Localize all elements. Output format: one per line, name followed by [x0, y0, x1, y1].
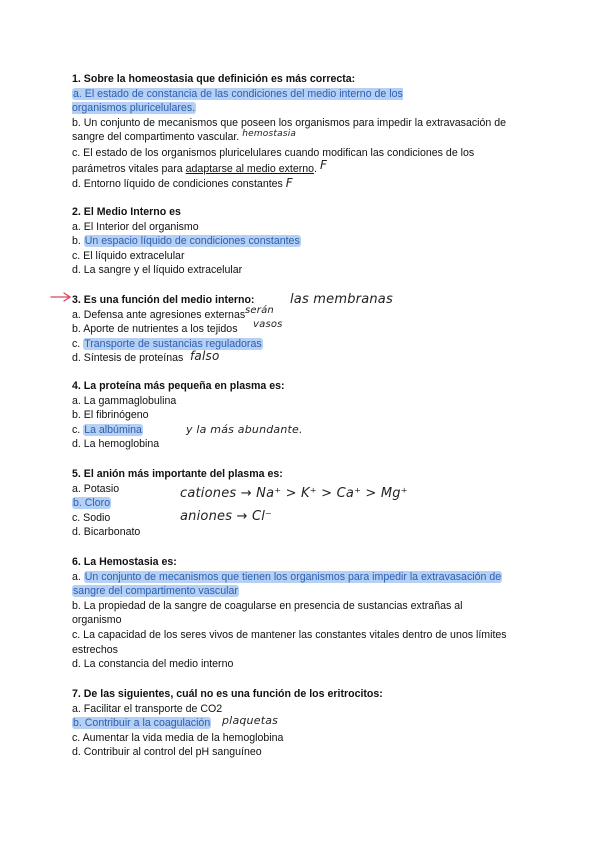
highlighted-answer: Un conjunto de mecanismos que tienen los organismos para impedir la extravasación de	[84, 570, 502, 583]
option-c: c. Sodio	[72, 511, 111, 524]
question-6	[72, 555, 532, 672]
option-c-text: parámetros vitales para	[72, 162, 186, 175]
option-d: d. La hemoglobina	[72, 438, 160, 451]
option-prefix: a.	[72, 570, 84, 583]
question-title: 6. La Hemostasia es:	[72, 556, 177, 568]
highlighted-answer: Un espacio líquido de condiciones constantes	[84, 235, 300, 248]
handwritten-note: serán	[245, 305, 274, 316]
question-1	[72, 72, 532, 192]
option-b	[72, 716, 532, 731]
option-b-line-1: b. La propiedad de la sangre de coagularse en presencia de sustancias extrañas al	[72, 599, 463, 612]
highlighted-answer: sangre del compartimento vascular	[73, 585, 238, 598]
option-a: a. Potasio	[72, 482, 120, 495]
option-b: b. El fibrinógeno	[72, 409, 149, 422]
handwritten-note: aniones → Cl⁻	[180, 509, 273, 524]
question-5	[72, 467, 532, 540]
option-b	[72, 234, 532, 249]
handwritten-note: cationes → Na⁺ > K⁺ > Ca⁺ > Mg⁺	[180, 486, 408, 501]
option-a: a. Facilitar el transporte de CO2	[72, 702, 223, 715]
option-a-line-2	[72, 584, 532, 599]
option-prefix: b.	[72, 235, 84, 248]
question-4	[72, 379, 532, 452]
option-c	[72, 337, 532, 352]
handwritten-note: F	[319, 157, 328, 172]
option-a: a. El Interior del organismo	[72, 220, 199, 233]
handwritten-note: plaquetas	[222, 714, 279, 727]
option-c-line-1: c. La capacidad de los seres vivos de mantener las constantes vitales dentro de unos límites	[72, 628, 507, 641]
option-d: d. La constancia del medio interno	[72, 658, 234, 671]
highlighted-answer: b. Contribuir a la coagulación	[73, 717, 211, 730]
option-d-text: d. Entorno líquido de condiciones constantes	[72, 178, 283, 191]
question-2	[72, 205, 532, 278]
option-c: c. El líquido extracelular	[72, 249, 185, 262]
option-c-line-2	[72, 157, 532, 177]
option-b-line-2: organismo	[72, 614, 122, 627]
option-a	[72, 87, 452, 116]
option-prefix: c.	[72, 423, 84, 436]
option-c-line-2: estrechos	[72, 643, 118, 656]
option-c-suffix: .	[314, 162, 317, 175]
option-b: b. Aporte de nutrientes a los tejidos	[72, 323, 238, 336]
handwritten-note: falso	[190, 349, 220, 363]
question-title: 4. La proteína más pequeña en plasma es:	[72, 380, 285, 392]
option-b-text: sangre del compartimento vascular.	[72, 131, 240, 144]
highlighted-answer: La albúmina	[84, 423, 142, 436]
handwritten-note: vasos	[253, 319, 283, 330]
option-d: d. La sangre y el líquido extracelular	[72, 264, 243, 277]
question-7	[72, 687, 532, 760]
question-title: 7. De las siguientes, cuál no es una función de los eritrocitos:	[72, 688, 383, 700]
option-a: a. La gammaglobulina	[72, 394, 177, 407]
highlighted-answer: b. Cloro	[73, 497, 111, 510]
option-a: a. Defensa ante agresiones externas	[72, 308, 246, 321]
option-d: d. Bicarbonato	[72, 526, 141, 539]
option-b-line-1: b. Un conjunto de mecanismos que poseen los organismos para impedir la extravasación de	[72, 116, 506, 129]
handwritten-note: las membranas	[290, 292, 393, 307]
option-a-line-1	[72, 570, 532, 585]
struck-text: adaptarse al medio externo	[185, 162, 315, 175]
option-d: d. Contribuir al control del pH sanguíneo	[72, 746, 262, 759]
option-b-line-2	[72, 130, 532, 146]
handwritten-note: F	[285, 176, 293, 191]
option-prefix: c.	[72, 337, 84, 350]
highlighted-answer: a. El estado de constancia de las condiciones del medio interno de los organismos pluricelulares.	[72, 87, 403, 115]
handwritten-note: y la más abundante.	[186, 423, 303, 436]
option-c: c. Aumentar la vida media de la hemoglobina	[72, 731, 284, 744]
option-c-line-1: c. El estado de los organismos pluricelulares cuando modifican las condiciones de los	[72, 146, 475, 159]
question-title: 2. El Medio Interno es	[72, 206, 181, 218]
option-d	[72, 176, 532, 192]
arrow-mark-icon	[50, 292, 72, 302]
question-title-text: 3. Es una función del medio interno:	[72, 294, 255, 306]
option-d: d. Síntesis de proteínas	[72, 352, 184, 365]
handwritten-note: hemostasia	[242, 129, 297, 140]
question-title: 5. El anión más importante del plasma es:	[72, 468, 283, 480]
question-title: 1. Sobre la homeostasia que definición es más correcta:	[72, 73, 356, 85]
highlighted-answer: Transporte de sustancias reguladoras	[84, 337, 262, 350]
